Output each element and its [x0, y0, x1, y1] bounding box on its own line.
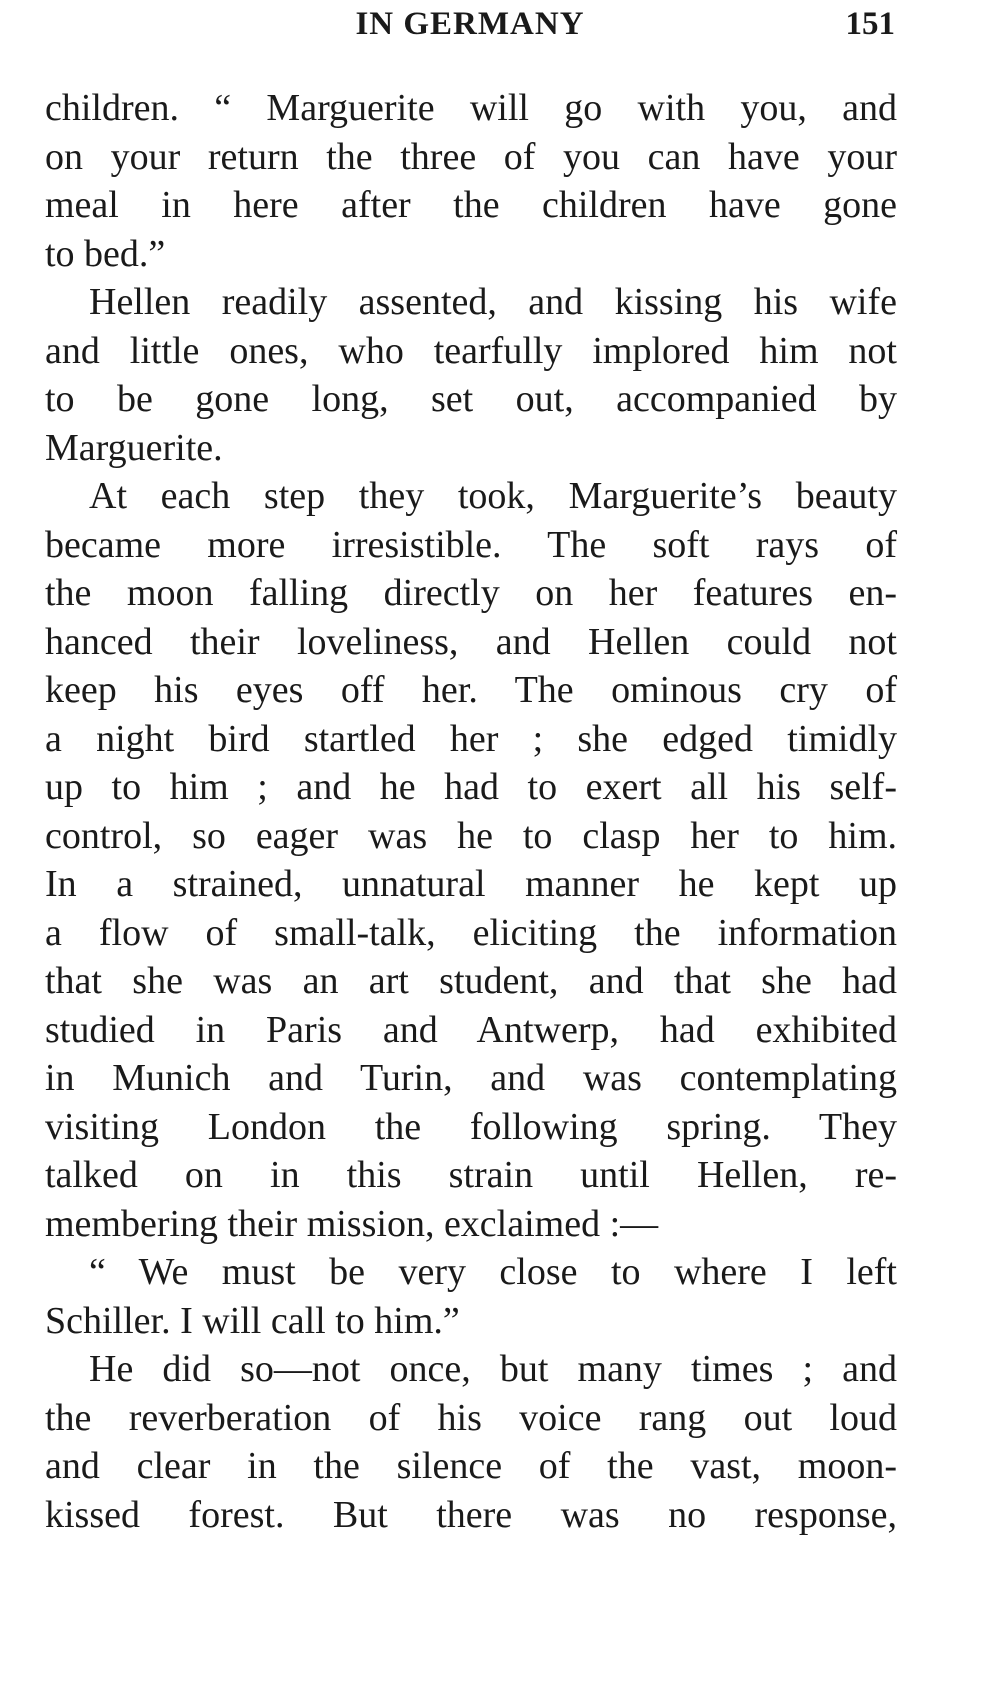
- page-header: [45, 6, 895, 50]
- paragraph-3: [45, 472, 897, 1248]
- text-line: At each step they took, Marguerite’s beauty: [89, 475, 897, 517]
- text-line: keep his eyes off her. The ominous cry of: [45, 669, 897, 711]
- text-line: the moon falling directly on her features en-: [45, 572, 897, 614]
- text-line: visiting London the following spring. They: [45, 1105, 897, 1148]
- text-line: “ We must be very close to where I left: [89, 1251, 897, 1293]
- text-line: a flow of small-talk, eliciting the information: [45, 911, 897, 954]
- text-line: Hellen readily assented, and kissing his wife: [89, 281, 897, 323]
- text-line: Schiller. I will call to him.”: [45, 1299, 460, 1342]
- paragraph-1: [45, 84, 897, 278]
- paragraph-2: [45, 278, 897, 472]
- text-line: and clear in the silence of the vast, moon-: [45, 1445, 897, 1487]
- text-line: studied in Paris and Antwerp, had exhibited: [45, 1008, 897, 1051]
- running-head: IN GERMANY: [355, 6, 585, 42]
- body-text: [45, 84, 897, 1539]
- paragraph-4: [45, 1248, 897, 1345]
- text-line: a night bird startled her ; she edged timidly: [45, 717, 897, 760]
- text-line: that she was an art student, and that she had: [45, 960, 897, 1002]
- text-line: on your return the three of you can have your: [45, 135, 897, 178]
- text-line: to bed.”: [45, 232, 166, 275]
- text-line: In a strained, unnatural manner he kept up: [45, 863, 897, 905]
- text-line: He did so—not once, but many times ; and: [89, 1348, 897, 1390]
- page-number: 151: [845, 6, 895, 42]
- paragraph-5: [45, 1345, 897, 1539]
- text-line: control, so eager was he to clasp her to him.: [45, 814, 897, 857]
- text-line: became more irresistible. The soft rays of: [45, 523, 897, 566]
- text-line: membering their mission, exclaimed :—: [45, 1202, 659, 1245]
- text-line: hanced their loveliness, and Hellen could not: [45, 620, 897, 663]
- text-line: in Munich and Turin, and was contemplating: [45, 1057, 897, 1099]
- text-line: up to him ; and he had to exert all his self-: [45, 766, 897, 808]
- text-line: children. “ Marguerite will go with you, and: [45, 87, 897, 129]
- text-line: to be gone long, set out, accompanied by: [45, 378, 897, 420]
- text-line: and little ones, who tearfully implored him not: [45, 329, 897, 372]
- text-line: kissed forest. But there was no response,: [45, 1493, 897, 1536]
- text-line: meal in here after the children have gone: [45, 184, 897, 226]
- text-line: the reverberation of his voice rang out loud: [45, 1396, 897, 1439]
- text-line: Marguerite.: [45, 426, 223, 469]
- text-line: talked on in this strain until Hellen, re-: [45, 1154, 897, 1196]
